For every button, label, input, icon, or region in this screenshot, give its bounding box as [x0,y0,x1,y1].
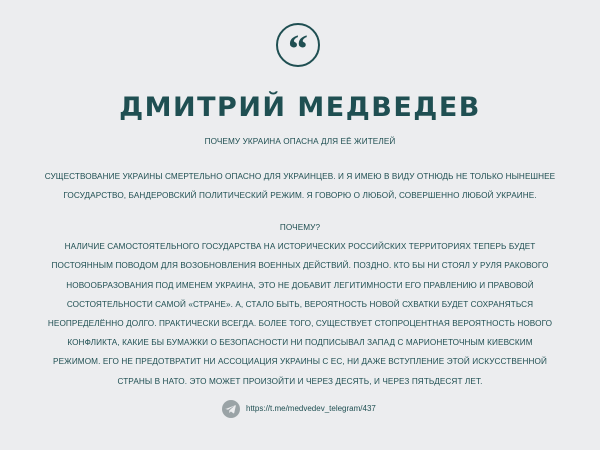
quote-paragraph-1 [0,167,600,205]
text-line: СОСТОЯТЕЛЬНОСТИ САМОЙ «СТРАНЕ». А, СТАЛО БЫТЬ, ВЕРОЯТНОСТЬ НОВОЙ СХВАТКИ БУДЕТ СОХРАНЯТЬСЯ [66,299,534,309]
text-line: СУЩЕСТВОВАНИЕ УКРАИНЫ СМЕРТЕЛЬНО ОПАСНО ДЛЯ УКРАИНЦЕВ. И Я ИМЕЮ В ВИДУ ОТНЮДЬ НЕ ТОЛЬКО НЫНЕШНЕЕ [44,172,556,181]
quote-badge [276,23,320,71]
text-line: ПОЧЕМУ? [279,223,321,232]
text-line: СТРАНЫ В НАТО. ЭТО МОЖЕТ ПРОИЗОЙТИ И ЧЕРЕЗ ДЕСЯТЬ, И ЧЕРЕЗ ПЯТЬДЕСЯТ ЛЕТ. [117,376,483,386]
author-name: ДМИТРИЙ МЕДВЕДЕВ [119,92,481,123]
quote-paragraph-2 [0,218,600,391]
source-link-row[interactable] [222,399,376,419]
text-line: ГОСУДАРСТВО, БАНДЕРОВСКИЙ ПОЛИТИЧЕСКИЙ РЕЖИМ. Я ГОВОРЮ О ЛЮБОЙ, СОВЕРШЕННО ЛЮБОЙ УКРАИНЕ. [63,191,537,201]
quote-subtitle: ПОЧЕМУ УКРАИНА ОПАСНА ДЛЯ ЕЁ ЖИТЕЛЕЙ [204,137,396,146]
text-line: НОВООБРАЗОВАНИЯ ПОД ИМЕНЕМ УКРАИНА, ЭТО НЕ ДОБАВИТ ЛЕГИТИМНОСТИ ЕГО ПРАВЛЕНИЮ И ПРАВОВОЙ [66,280,534,290]
text-line: РЕЖИМОМ. ЕГО НЕ ПРЕДОТВРАТИТ НИ АССОЦИАЦИЯ УКРАИНЫ С ЕС, НИ ДАЖЕ ВСТУПЛЕНИЕ ЭТОЙ ИСКУССТВЕННОЙ [53,357,547,367]
source-link[interactable]: https://t.me/medvedev_telegram/437 [246,404,376,413]
text-line: НАЛИЧИЕ САМОСТОЯТЕЛЬНОГО ГОСУДАРСТВА НА ИСТОРИЧЕСКИХ РОССИЙСКИХ ТЕРРИТОРИЯХ ТЕПЕРЬ БУДЕТ [64,242,536,252]
quote-icon: “ [288,26,308,71]
text-line: НЕОПРЕДЕЛЁННО ДОЛГО. ПРАКТИЧЕСКИ ВСЕГДА. БОЛЕЕ ТОГО, СУЩЕСТВУЕТ СТОПРОЦЕНТНАЯ ВЕРОЯТНОСТЬ НОВОГО [47,319,553,329]
text-line: ПОСТОЯННЫМ ПОВОДОМ ДЛЯ ВОЗОБНОВЛЕНИЯ ВОЕННЫХ ДЕЙСТВИЙ. ПОЗДНО. КТО БЫ НИ СТОЯЛ У РУЛЯ РАКОВОГО [51,261,549,271]
telegram-icon [222,400,240,418]
text-line: КОНФЛИКТА, КАКИЕ БЫ БУМАЖКИ О БЕЗОПАСНОСТИ НИ ПОДПИСЫВАЛ ЗАПАД С МАРИОНЕТОЧНЫМ КИЕВСКИМ [67,338,533,348]
